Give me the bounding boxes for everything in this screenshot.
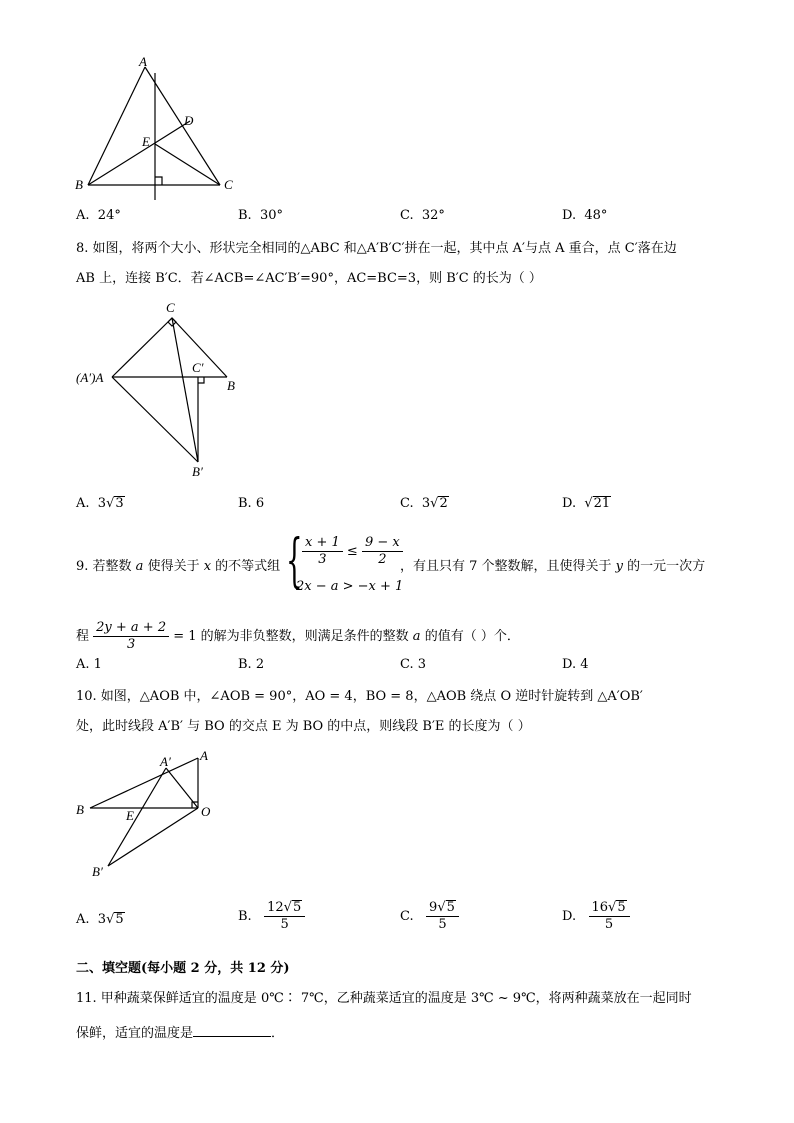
option-coef: 3 xyxy=(421,496,431,511)
q10-stem-line1: 10. 如图，△AOB 中，∠AOB = 90°，AO = 4，BO = 8，△AOB 绕点 O 逆时针旋转到 △A′OB′ xyxy=(76,689,643,704)
op: ≤ xyxy=(346,544,358,559)
sqrt-sign: √ xyxy=(437,900,446,915)
q10-option-a[interactable] xyxy=(76,912,125,927)
q11-stem-line2 xyxy=(76,1022,284,1043)
sqrt-sign: √ xyxy=(430,496,439,511)
num: 2y + a + 2 xyxy=(93,620,169,637)
den: 5 xyxy=(280,917,289,932)
q10-label-B: B xyxy=(76,802,84,817)
option-letter: B. xyxy=(238,909,252,924)
text: ． xyxy=(271,1026,285,1041)
q7-label-B: B xyxy=(75,177,83,192)
den: 3 xyxy=(126,637,136,652)
q7-right-angle xyxy=(155,177,162,185)
option-letter: C. xyxy=(400,208,414,223)
option-frac xyxy=(589,900,630,933)
option-letter: D. xyxy=(562,657,577,672)
q8-stem-line2: AB 上，连接 B′C．若∠ACB=∠AC′B′=90°，AC=BC=3，则 B′C 的长为（ ） xyxy=(76,271,542,286)
frac-right xyxy=(362,535,403,568)
text: 程 xyxy=(76,629,94,644)
num xyxy=(426,900,459,917)
q9-option-a[interactable] xyxy=(76,657,102,672)
answer-blank[interactable] xyxy=(193,1022,271,1037)
num xyxy=(264,900,305,917)
option-value: 1 xyxy=(93,657,102,672)
q8-stem-line1: 8. 如图，将两个大小、形状完全相同的△ABC 和△A′B′C′拼在一起，其中点 A′与点 A 重合，点 C′落在边 xyxy=(76,241,677,256)
sqrt-sign: √ xyxy=(106,912,115,927)
option-letter: C. xyxy=(400,496,414,511)
q9-stem-line2 xyxy=(76,620,520,653)
q9-option-d[interactable] xyxy=(562,657,589,672)
radicand: 5 xyxy=(292,900,302,915)
eq-frac xyxy=(93,620,169,653)
q8-option-d[interactable] xyxy=(562,496,611,511)
q8-label-Cp: C′ xyxy=(192,360,204,375)
text: ，有且只有 7 个整数解，且使得关于 xyxy=(400,559,616,574)
q11-stem-line1: 11. 甲种蔬菜保鲜适宜的温度是 0℃∶ 7℃，乙种蔬菜适宜的温度是 3℃ ~ 9℃，将两种蔬菜放在一起同时 xyxy=(76,991,692,1006)
q7-label-C: C xyxy=(224,177,233,192)
q9-stem-line1-end xyxy=(400,558,705,576)
q8-label-Bp: B′ xyxy=(192,464,203,479)
q8-label-C: C xyxy=(166,300,175,315)
option-frac xyxy=(426,900,459,933)
radicand: 5 xyxy=(617,900,626,915)
frac-left xyxy=(302,535,343,568)
option-value: 6 xyxy=(255,496,265,511)
coef: 16 xyxy=(591,900,609,915)
q10-figure xyxy=(72,748,222,883)
sqrt-sign: √ xyxy=(283,900,292,915)
q8-option-b[interactable] xyxy=(238,496,264,511)
q7-figure xyxy=(70,55,240,200)
num: 9 − x xyxy=(362,535,403,552)
option-letter: A. xyxy=(76,912,90,927)
q7-option-d[interactable] xyxy=(562,208,607,223)
q8-line-AC xyxy=(112,318,172,377)
sqrt-sign: √ xyxy=(608,900,617,915)
q10-line-AB xyxy=(90,758,198,808)
option-value: 30° xyxy=(259,208,283,223)
q7-label-E: E xyxy=(142,134,150,149)
option-coef: 3 xyxy=(97,496,107,511)
den: 2 xyxy=(378,552,387,567)
q10-option-b[interactable] xyxy=(238,900,305,933)
option-radicand: 5 xyxy=(115,912,124,927)
q10-stem-line2: 处，此时线段 A′B′ 与 BO 的交点 E 为 BO 的中点，则线段 B′E 的长度为（ ） xyxy=(76,719,531,734)
text: 的值有（ ）个． xyxy=(420,629,520,644)
q7-label-D: D xyxy=(184,113,194,128)
option-value: 48° xyxy=(584,208,608,223)
q10-option-c[interactable] xyxy=(400,900,459,933)
option-radicand: 2 xyxy=(439,496,448,511)
option-letter: B. xyxy=(238,657,252,672)
den: 5 xyxy=(438,917,447,932)
q8-right-angle-Cp xyxy=(198,377,204,383)
q9-option-b[interactable] xyxy=(238,657,264,672)
option-value: 2 xyxy=(255,657,265,672)
text: 使得关于 xyxy=(143,559,204,574)
q9-stem-line1 xyxy=(76,558,280,576)
var-a: a xyxy=(135,559,144,574)
option-letter: D. xyxy=(562,208,577,223)
option-value: 32° xyxy=(421,208,445,223)
option-letter: A. xyxy=(76,657,90,672)
option-frac xyxy=(264,900,305,933)
option-letter: B. xyxy=(238,496,252,511)
option-radicand: 21 xyxy=(593,496,611,511)
sqrt-sign: √ xyxy=(584,496,593,511)
q10-label-Ap: A′ xyxy=(160,754,171,769)
q9-option-c[interactable] xyxy=(400,657,426,672)
text: 9. 若整数 xyxy=(76,559,136,574)
den: 5 xyxy=(604,917,614,932)
text: 的不等式组 xyxy=(211,559,281,574)
var-a: a xyxy=(412,629,421,644)
q8-label-A: (A′)A xyxy=(76,370,104,385)
q10-label-Bp: B′ xyxy=(92,864,103,879)
q10-label-A: A xyxy=(200,748,208,763)
q8-figure xyxy=(72,298,252,483)
q10-line-ApBp xyxy=(108,768,166,866)
q7-option-b[interactable] xyxy=(238,208,283,223)
q8-option-a[interactable] xyxy=(76,496,125,511)
q7-option-a[interactable] xyxy=(76,208,121,223)
q7-option-c[interactable] xyxy=(400,208,445,223)
q7-label-A: A xyxy=(139,55,147,69)
q10-label-O: O xyxy=(201,804,211,819)
q8-label-B: B xyxy=(227,378,235,393)
option-letter: A. xyxy=(76,496,90,511)
q10-option-d[interactable] xyxy=(562,900,630,933)
radicand: 5 xyxy=(446,900,455,915)
q10-label-E: E xyxy=(126,808,134,823)
option-letter: C. xyxy=(400,909,414,924)
ineq2: 2x − a > −x + 1 xyxy=(296,579,404,594)
den: 3 xyxy=(318,552,327,567)
option-letter: A. xyxy=(76,208,90,223)
text: 保鲜，适宜的温度是 xyxy=(76,1026,194,1041)
option-letter: D. xyxy=(562,909,577,924)
option-letter: B. xyxy=(238,208,252,223)
brace: { xyxy=(286,526,303,594)
num xyxy=(589,900,630,917)
q10-line-BpO xyxy=(108,808,198,866)
option-letter: C. xyxy=(400,657,414,672)
option-value: 3 xyxy=(417,657,427,672)
var-x: x xyxy=(203,559,212,574)
q8-option-c[interactable] xyxy=(400,496,449,511)
var-y: y xyxy=(615,559,624,574)
text: 的一元一次方 xyxy=(623,559,706,574)
option-value: 24° xyxy=(97,208,121,223)
section-title: 二、填空题(每小题 2 分，共 12 分) xyxy=(76,961,290,976)
q9-inequality-system xyxy=(286,526,404,597)
ineq1 xyxy=(302,535,403,568)
num: x + 1 xyxy=(302,535,343,552)
q7-line-CE xyxy=(155,144,220,185)
text: = 1 的解为非负整数，则满足条件的整数 xyxy=(169,629,413,644)
option-radicand: 3 xyxy=(115,496,124,511)
coef: 12 xyxy=(267,900,284,915)
coef: 9 xyxy=(429,900,438,915)
option-coef: 3 xyxy=(97,912,107,927)
sqrt-sign: √ xyxy=(106,496,115,511)
option-letter: D. xyxy=(562,496,577,511)
option-value: 4 xyxy=(580,657,589,672)
